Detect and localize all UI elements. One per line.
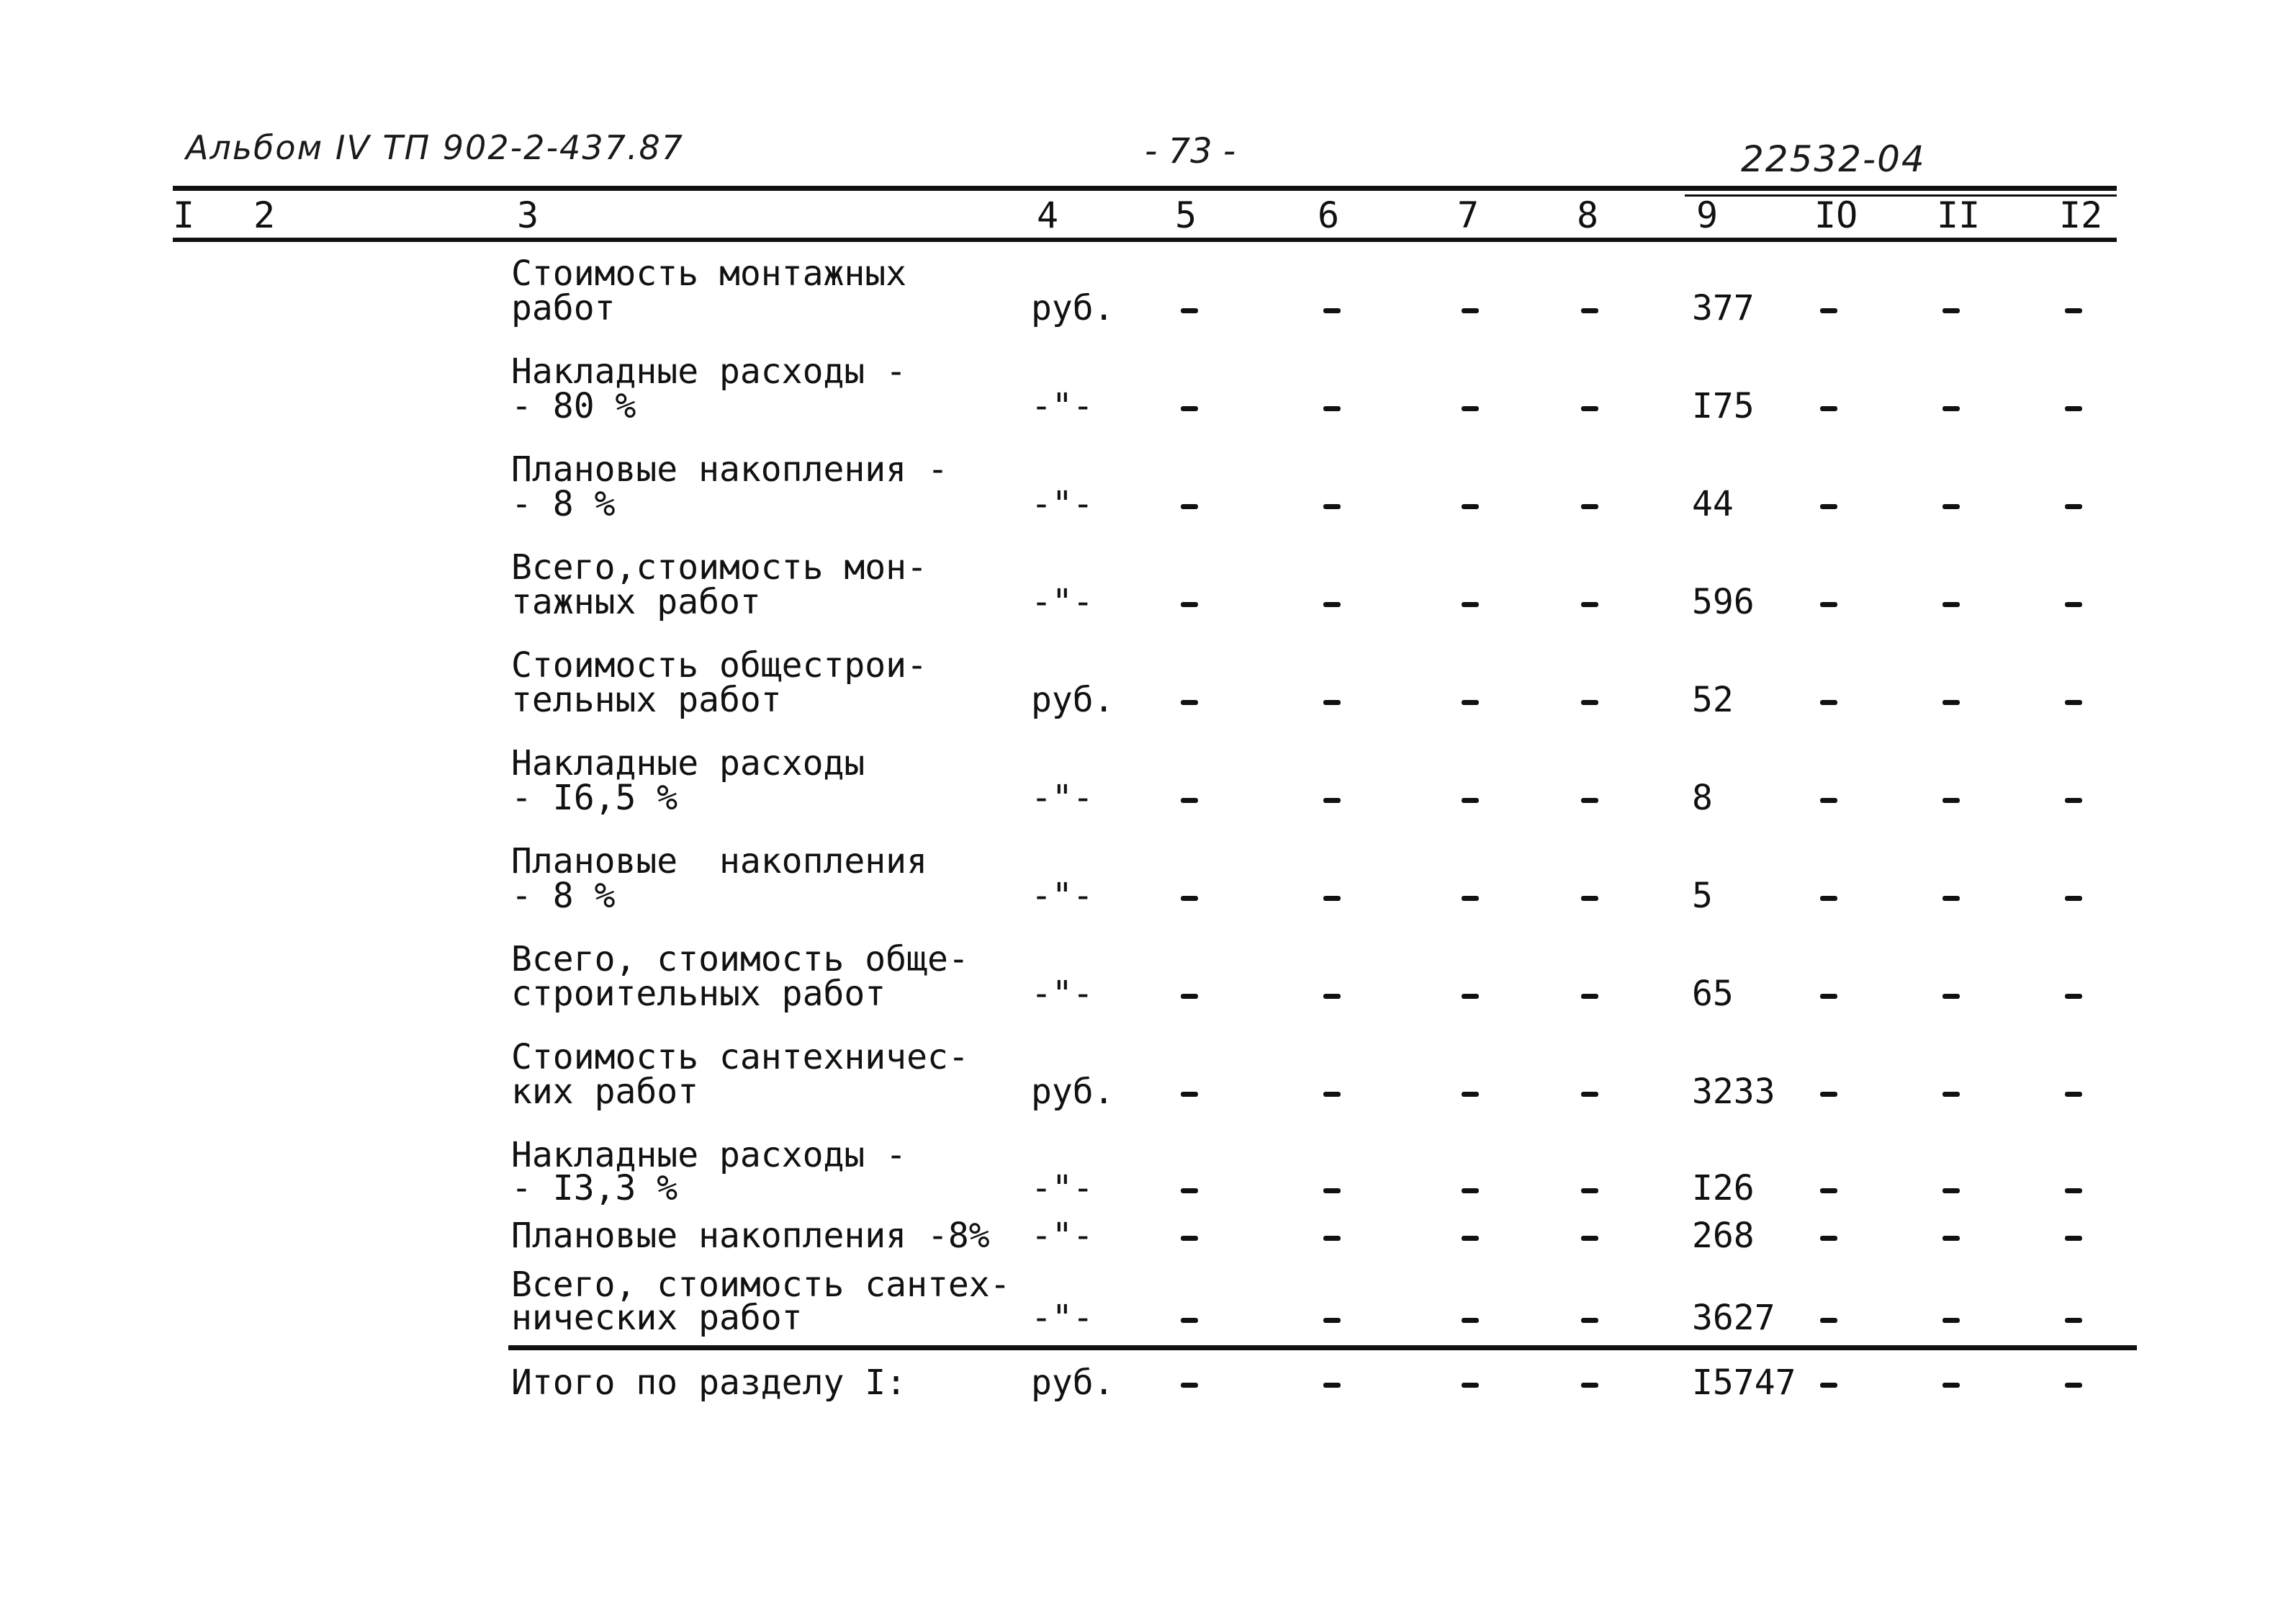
row-description-line1: Стоимость общестрои- [511,645,927,686]
row-description-line2: тельных работ [511,680,782,720]
empty-cell-dash [1323,1236,1341,1241]
row-description-line2: - 8 % [511,484,616,524]
column-number: 2 [253,194,276,236]
empty-cell-dash [1181,1188,1198,1193]
empty-cell-dash [1820,1092,1837,1097]
row-value-col9: 65 [1692,974,1734,1014]
total-unit: руб. [1031,1363,1115,1403]
empty-cell-dash [1942,504,1960,509]
row-description-line1: Накладные расходы - [511,351,907,392]
row-unit: -"- [1031,876,1094,916]
empty-cell-dash [1462,1318,1479,1323]
empty-cell-dash [1323,798,1341,803]
empty-cell-dash [1462,308,1479,313]
column-number: 3 [517,194,539,236]
column-number: II [1937,194,1981,236]
empty-cell-dash [1820,406,1837,411]
empty-cell-dash [1462,1092,1479,1097]
empty-cell-dash [1181,896,1198,901]
empty-cell-dash [1820,994,1837,999]
empty-cell-dash [1181,994,1198,999]
row-value-col9: 52 [1692,680,1734,720]
total-value-col9: I5747 [1692,1363,1796,1403]
row-value-col9: 44 [1692,484,1734,524]
column-number: 4 [1037,194,1059,236]
empty-cell-dash [1462,1383,1479,1388]
empty-cell-dash [1581,504,1598,509]
empty-cell-dash [2065,1318,2082,1323]
row-value-col9: 8 [1692,778,1713,818]
row-value-col9: 3627 [1692,1298,1775,1338]
row-description-line2: работ [511,288,616,328]
empty-cell-dash [1462,700,1479,705]
row-description-line2: - 8 % [511,876,616,916]
empty-cell-dash [1323,1383,1341,1388]
empty-cell-dash [1462,896,1479,901]
column-number: I2 [2059,194,2103,236]
empty-cell-dash [1820,798,1837,803]
empty-cell-dash [1462,994,1479,999]
empty-cell-dash [1820,602,1837,607]
empty-cell-dash [1581,700,1598,705]
empty-cell-dash [1942,994,1960,999]
empty-cell-dash [1581,1236,1598,1241]
empty-cell-dash [1323,308,1341,313]
empty-cell-dash [1820,896,1837,901]
empty-cell-dash [1462,504,1479,509]
empty-cell-dash [1581,798,1598,803]
column-number: 6 [1318,194,1340,236]
page-number: - 73 - [1145,131,1236,171]
row-value-col9: 596 [1692,582,1755,622]
row-unit: -"- [1031,582,1094,622]
empty-cell-dash [2065,602,2082,607]
total-description: Итого по разделу I: [511,1363,907,1403]
empty-cell-dash [1462,602,1479,607]
empty-cell-dash [1820,1383,1837,1388]
empty-cell-dash [1323,406,1341,411]
top-rule-thick [173,186,2117,191]
empty-cell-dash [1323,994,1341,999]
row-description-line2: - I3,3 % [511,1168,678,1208]
empty-cell-dash [1581,1318,1598,1323]
empty-cell-dash [1942,798,1960,803]
empty-cell-dash [1581,308,1598,313]
row-unit: -"- [1031,1168,1094,1208]
empty-cell-dash [2065,798,2082,803]
empty-cell-dash [1942,700,1960,705]
empty-cell-dash [1323,700,1341,705]
empty-cell-dash [1181,1383,1198,1388]
empty-cell-dash [1462,1188,1479,1193]
empty-cell-dash [1942,406,1960,411]
empty-cell-dash [1181,1318,1198,1323]
column-number: 8 [1577,194,1599,236]
empty-cell-dash [1462,798,1479,803]
empty-cell-dash [1942,1236,1960,1241]
empty-cell-dash [1942,1188,1960,1193]
empty-cell-dash [1820,308,1837,313]
empty-cell-dash [2065,1188,2082,1193]
empty-cell-dash [1181,602,1198,607]
top-rule-thin [1685,194,2117,197]
empty-cell-dash [1181,406,1198,411]
column-number: I [173,194,195,236]
empty-cell-dash [1181,700,1198,705]
row-description-line1: Плановые накопления -8% [511,1216,990,1256]
row-unit: -"- [1031,484,1094,524]
total-rule [508,1345,2137,1350]
empty-cell-dash [1942,1092,1960,1097]
empty-cell-dash [1323,602,1341,607]
empty-cell-dash [2065,1092,2082,1097]
empty-cell-dash [1942,896,1960,901]
empty-cell-dash [1181,1236,1198,1241]
empty-cell-dash [1942,308,1960,313]
empty-cell-dash [1323,1092,1341,1097]
empty-cell-dash [1323,504,1341,509]
row-description-line1: Накладные расходы - [511,1135,907,1175]
row-description-line2: нических работ [511,1298,803,1338]
empty-cell-dash [1581,1383,1598,1388]
empty-cell-dash [2065,308,2082,313]
empty-cell-dash [2065,994,2082,999]
row-unit: руб. [1031,288,1115,328]
row-description-line1: Всего, стоимость сантех- [511,1265,1011,1305]
row-description-line1: Плановые накопления [511,841,927,881]
row-description-line1: Всего,стоимость мон- [511,547,927,588]
album-reference: Альбом IV ТП 902-2-437.87 [186,128,685,167]
empty-cell-dash [1181,308,1198,313]
row-unit: -"- [1031,974,1094,1014]
empty-cell-dash [1820,1188,1837,1193]
column-number: 5 [1175,194,1197,236]
row-value-col9: I75 [1692,386,1755,426]
empty-cell-dash [1942,602,1960,607]
column-number: 7 [1457,194,1480,236]
empty-cell-dash [2065,504,2082,509]
empty-cell-dash [1820,1236,1837,1241]
row-unit: -"- [1031,386,1094,426]
row-description-line2: ких работ [511,1072,699,1112]
row-description-line2: строительных работ [511,974,886,1014]
row-unit: руб. [1031,680,1115,720]
row-value-col9: 3233 [1692,1072,1775,1112]
empty-cell-dash [2065,1236,2082,1241]
document-code: 22532-04 [1741,138,1926,180]
empty-cell-dash [1462,406,1479,411]
empty-cell-dash [1581,406,1598,411]
row-unit: руб. [1031,1072,1115,1112]
empty-cell-dash [1323,1318,1341,1323]
empty-cell-dash [1581,994,1598,999]
row-value-col9: I26 [1692,1168,1755,1208]
empty-cell-dash [1820,700,1837,705]
row-unit: -"- [1031,1298,1094,1338]
row-unit: -"- [1031,1216,1094,1256]
row-value-col9: 5 [1692,876,1713,916]
empty-cell-dash [1323,896,1341,901]
row-description-line1: Плановые накопления - [511,449,948,490]
empty-cell-dash [1181,1092,1198,1097]
column-number: 9 [1696,194,1719,236]
empty-cell-dash [1820,504,1837,509]
row-description-line2: - 80 % [511,386,636,426]
empty-cell-dash [1181,798,1198,803]
empty-cell-dash [1581,896,1598,901]
row-description-line1: Накладные расходы [511,743,865,784]
row-value-col9: 377 [1692,288,1755,328]
row-unit: -"- [1031,778,1094,818]
empty-cell-dash [1820,1318,1837,1323]
empty-cell-dash [1462,1236,1479,1241]
empty-cell-dash [2065,406,2082,411]
empty-cell-dash [1581,602,1598,607]
row-value-col9: 268 [1692,1216,1755,1256]
row-description-line2: - I6,5 % [511,778,678,818]
empty-cell-dash [1942,1383,1960,1388]
empty-cell-dash [2065,1383,2082,1388]
empty-cell-dash [1323,1188,1341,1193]
empty-cell-dash [2065,700,2082,705]
empty-cell-dash [1181,504,1198,509]
column-header-rule [173,238,2117,242]
row-description-line2: тажных работ [511,582,761,622]
row-description-line1: Стоимость сантехничес- [511,1037,969,1077]
empty-cell-dash [1581,1188,1598,1193]
column-number: IO [1814,194,1858,236]
empty-cell-dash [1942,1318,1960,1323]
empty-cell-dash [1581,1092,1598,1097]
row-description-line1: Всего, стоимость обще- [511,939,969,979]
empty-cell-dash [2065,896,2082,901]
row-description-line1: Стоимость монтажных [511,253,907,294]
